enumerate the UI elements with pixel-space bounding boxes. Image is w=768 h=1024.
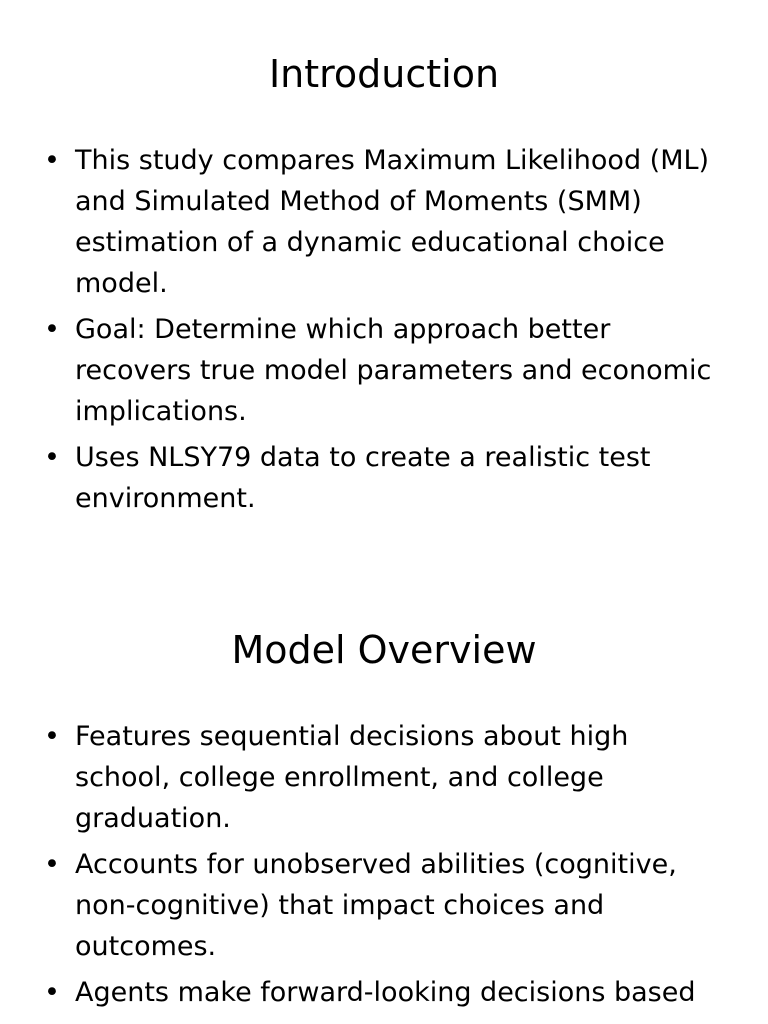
bullet-text: This study compares Maximum Likelihood (ML) and Simulated Method of Moments (SMM) estimation of a dynamic educational choice model. — [75, 145, 710, 299]
bullet-dot: • — [44, 849, 60, 880]
bullet-list — [0, 140, 768, 524]
slide-title: Introduction — [268, 52, 500, 96]
slide-model-overview — [0, 576, 768, 1024]
list-item — [0, 716, 768, 839]
bullet-text: Goal: Determine which approach better recovers true model parameters and economic implications. — [75, 314, 712, 427]
list-item — [0, 844, 768, 967]
bullet-text: Uses NLSY79 data to create a realistic test environment. — [75, 442, 651, 514]
bullet-text: Agents make forward-looking decisions based — [75, 977, 696, 1008]
list-item — [0, 309, 768, 432]
bullet-dot: • — [44, 442, 60, 473]
bullet-text: Features sequential decisions about high school, college enrollment, and college graduation. — [75, 721, 629, 834]
bullet-dot: • — [44, 977, 60, 1008]
bullet-dot: • — [44, 314, 60, 345]
bullet-dot: • — [44, 145, 60, 176]
list-item — [0, 972, 768, 1013]
bullet-text: Accounts for unobserved abilities (cognitive, non-cognitive) that impact choices and outcomes. — [75, 849, 677, 962]
bullet-list — [0, 716, 768, 1018]
bullet-dot: • — [44, 721, 60, 752]
list-item — [0, 140, 768, 304]
slide-title: Model Overview — [231, 628, 537, 672]
list-item — [0, 437, 768, 519]
